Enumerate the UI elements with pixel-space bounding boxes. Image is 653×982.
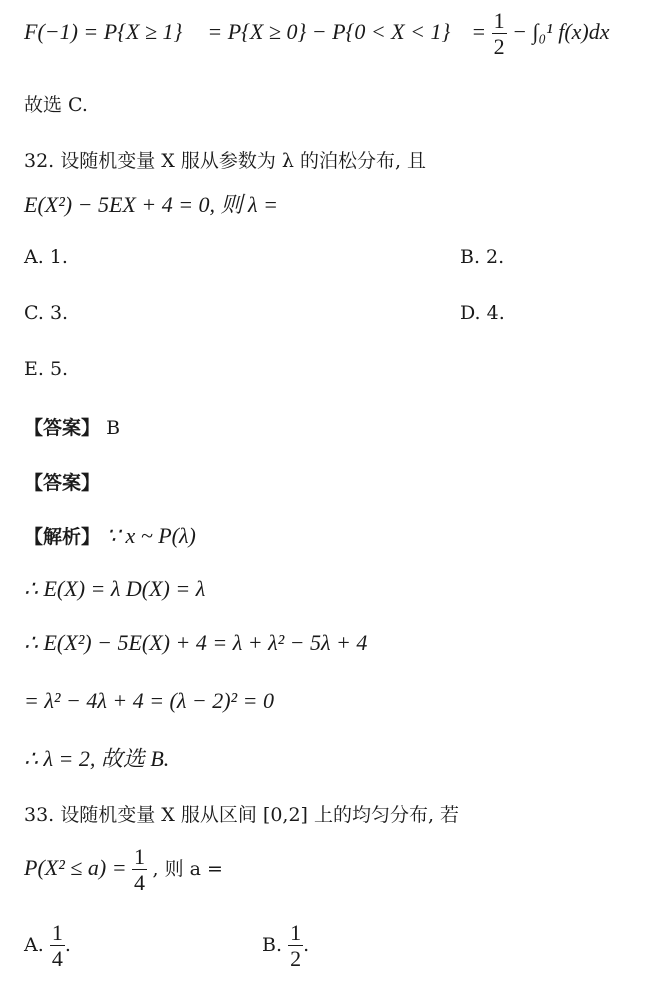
- q31-fraction-denominator: 2: [493, 34, 505, 59]
- q32-option-d: D. 4.: [460, 302, 505, 324]
- q31-formula-mid: = P{X ≥ 0} − P{0 < X < 1}: [207, 19, 451, 45]
- q32-analysis: [24, 522, 196, 549]
- q32-option-c: C. 3.: [24, 302, 69, 324]
- q33-option-b-denominator: 2: [290, 946, 302, 971]
- analysis-line-1: ∵ x ~ P(λ): [106, 523, 196, 548]
- q31-formula-eq: =: [471, 19, 487, 45]
- answer-heading-2: 【答案】: [24, 472, 101, 494]
- analysis-line-5: ∴ λ = 2, 故选 B.: [24, 746, 170, 771]
- q33-option-a: [24, 922, 71, 970]
- analysis-line-4: = λ² − 4λ + 4 = (λ − 2)² = 0: [24, 688, 275, 713]
- q32-option-a: A. 1.: [24, 246, 68, 268]
- q33-condition: [24, 846, 223, 894]
- q31-formula: [24, 10, 610, 58]
- q31-conclusion: 故选 C.: [24, 94, 88, 116]
- q32-option-b: B. 2.: [460, 246, 505, 268]
- answer-value: B: [106, 417, 121, 439]
- q32-option-e: E. 5.: [24, 358, 69, 380]
- q31-formula-integral: − ∫₀¹ f(x)dx: [512, 19, 610, 45]
- q32-stem: 32. 设随机变量 X 服从参数为 λ 的泊松分布, 且: [24, 150, 427, 172]
- q33-condition-numerator: 1: [134, 844, 146, 869]
- q33-option-a-denominator: 4: [51, 946, 63, 971]
- q32-answer: [24, 413, 120, 440]
- analysis-line-3: ∴ E(X²) − 5E(X) + 4 = λ + λ² − 5λ + 4: [24, 630, 368, 655]
- q33-option-b: [262, 922, 309, 970]
- q33-option-b-fraction: [288, 922, 303, 970]
- q33-stem: 33. 设随机变量 X 服从区间 [0,2] 上的均匀分布, 若: [24, 804, 460, 826]
- q33-option-a-period: .: [64, 934, 71, 956]
- q33-option-b-label: B.: [262, 934, 283, 956]
- q33-option-a-numerator: 1: [51, 920, 63, 945]
- q33-condition-denominator: 4: [134, 870, 146, 895]
- q32-condition: E(X²) − 5EX + 4 = 0, 则 λ =: [24, 192, 278, 217]
- q33-condition-right: , 则 a =: [152, 858, 223, 881]
- q33-option-b-period: .: [303, 934, 310, 956]
- q33-option-a-fraction: [50, 922, 65, 970]
- analysis-heading: 【解析】: [24, 526, 101, 548]
- q31-fraction-numerator: 1: [493, 8, 505, 33]
- analysis-line-2: ∴ E(X) = λ D(X) = λ: [24, 576, 206, 601]
- q33-condition-fraction: [132, 846, 147, 894]
- q33-option-a-label: A.: [24, 934, 44, 956]
- q31-fraction: [492, 10, 507, 58]
- q31-formula-left: F(−1) = P{X ≥ 1}: [24, 19, 183, 45]
- q33-option-b-numerator: 1: [290, 920, 302, 945]
- q33-condition-left: P(X² ≤ a) =: [24, 855, 127, 881]
- answer-heading: 【答案】: [24, 417, 101, 439]
